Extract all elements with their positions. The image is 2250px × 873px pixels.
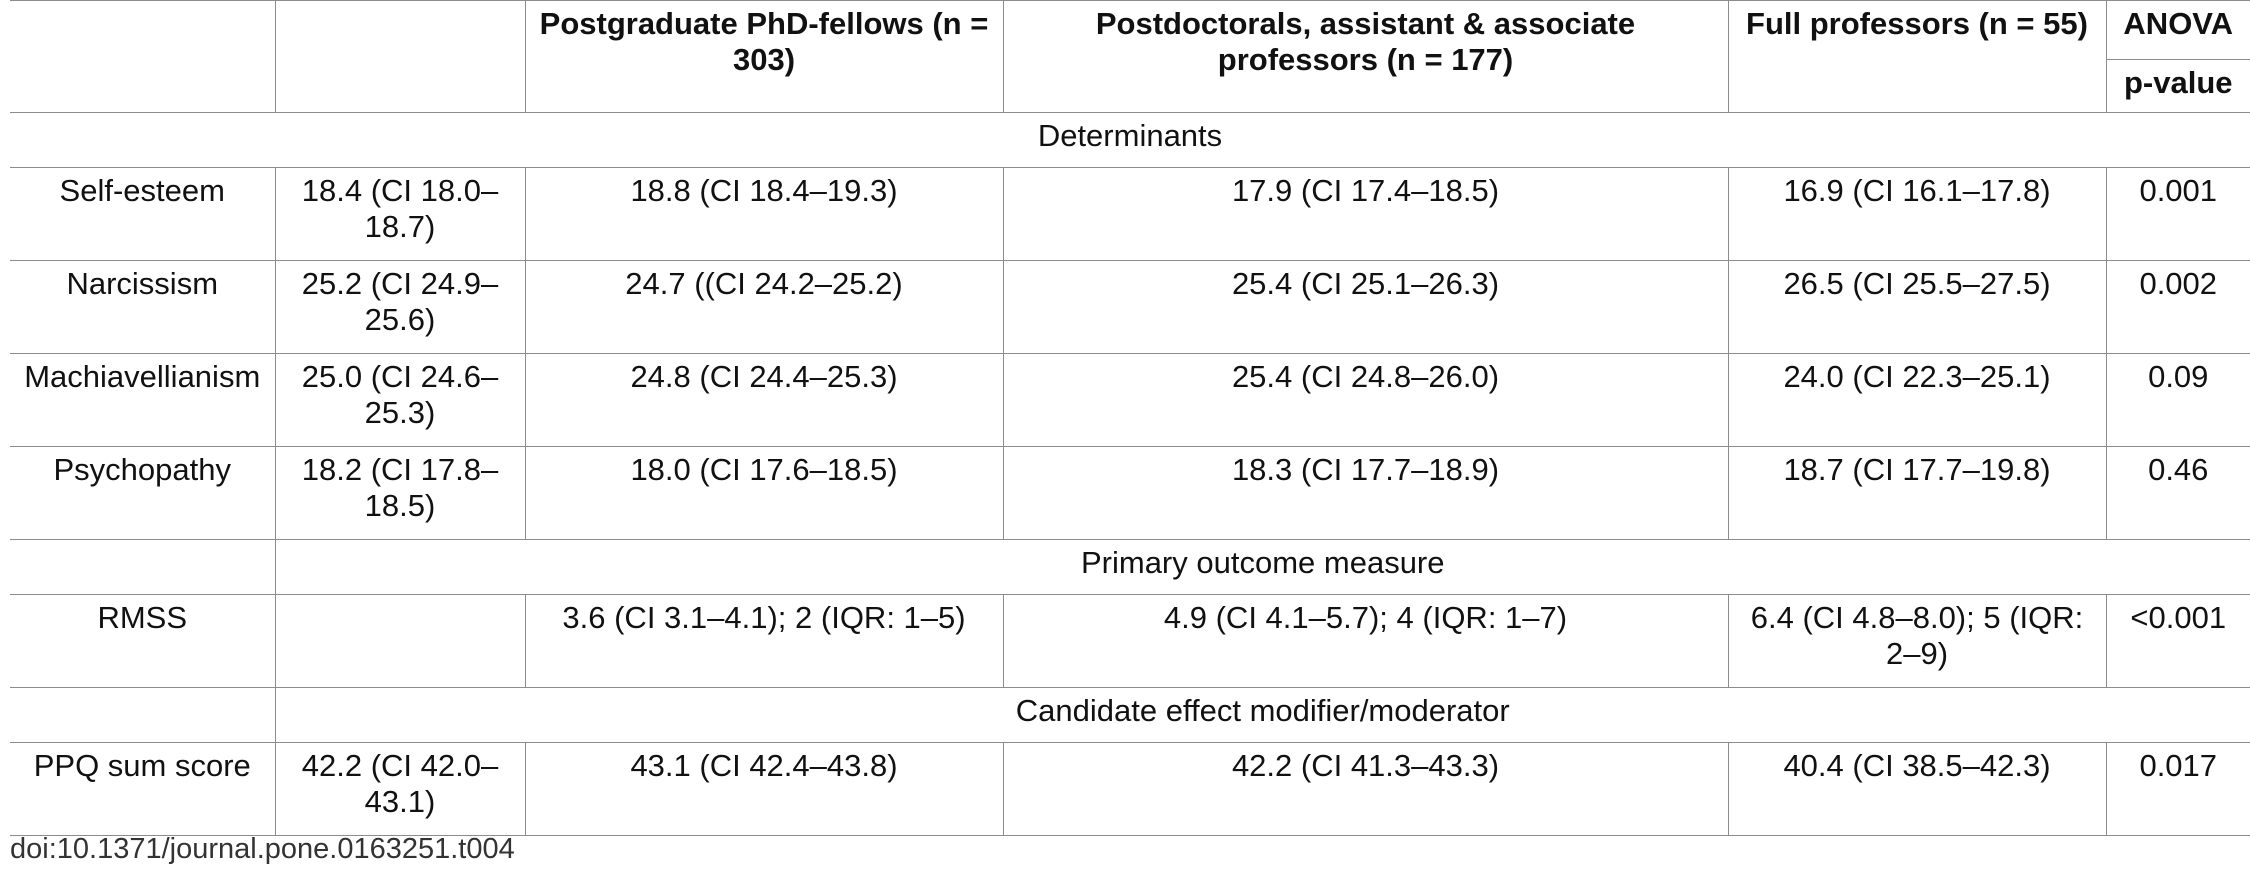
header-anova: ANOVA: [2106, 1, 2250, 60]
cell-pvalue: 0.09: [2106, 354, 2250, 447]
table-row: [10, 168, 2250, 261]
table-row: [10, 354, 2250, 447]
section-spacer: [10, 540, 275, 595]
header-postdoc: Postdoctorals, assistant & associate professors (n = 177): [1003, 1, 1728, 113]
table-row: [10, 261, 2250, 354]
cell-pvalue: <0.001: [2106, 595, 2250, 688]
header-empty-label: [10, 1, 275, 113]
cell-pvalue: 0.002: [2106, 261, 2250, 354]
row-label: Machiavellianism: [10, 354, 275, 447]
cell-postdoc: 18.3 (CI 17.7–18.9): [1003, 447, 1728, 540]
cell-fullprof: 6.4 (CI 4.8–8.0); 5 (IQR: 2–9): [1728, 595, 2106, 688]
cell-postdoc: 25.4 (CI 25.1–26.3): [1003, 261, 1728, 354]
cell-fullprof: 26.5 (CI 25.5–27.5): [1728, 261, 2106, 354]
row-label: Narcissism: [10, 261, 275, 354]
section-label-primary: Primary outcome measure: [275, 540, 2250, 595]
cell-postdoc: 42.2 (CI 41.3–43.3): [1003, 743, 1728, 836]
header-empty-overall: [275, 1, 525, 113]
cell-overall: 25.2 (CI 24.9–25.6): [275, 261, 525, 354]
row-label: PPQ sum score: [10, 743, 275, 836]
results-table: [10, 0, 2250, 836]
cell-postgrad: 18.0 (CI 17.6–18.5): [525, 447, 1003, 540]
cell-postdoc: 4.9 (CI 4.1–5.7); 4 (IQR: 1–7): [1003, 595, 1728, 688]
header-pvalue: p-value: [2106, 60, 2250, 113]
section-row-determinants: [10, 113, 2250, 168]
cell-postdoc: 25.4 (CI 24.8–26.0): [1003, 354, 1728, 447]
cell-postdoc: 17.9 (CI 17.4–18.5): [1003, 168, 1728, 261]
cell-fullprof: 24.0 (CI 22.3–25.1): [1728, 354, 2106, 447]
row-label: Psychopathy: [10, 447, 275, 540]
header-row: [10, 1, 2250, 60]
section-row-candidate: [10, 688, 2250, 743]
cell-postgrad: 43.1 (CI 42.4–43.8): [525, 743, 1003, 836]
cell-overall: 25.0 (CI 24.6–25.3): [275, 354, 525, 447]
row-label: Self-esteem: [10, 168, 275, 261]
cell-postgrad: 3.6 (CI 3.1–4.1); 2 (IQR: 1–5): [525, 595, 1003, 688]
cell-fullprof: 40.4 (CI 38.5–42.3): [1728, 743, 2106, 836]
table-row: [10, 595, 2250, 688]
row-label: RMSS: [10, 595, 275, 688]
cell-overall: 42.2 (CI 42.0–43.1): [275, 743, 525, 836]
cell-pvalue: 0.017: [2106, 743, 2250, 836]
header-postgrad: Postgraduate PhD-fellows (n = 303): [525, 1, 1003, 113]
cell-overall: [275, 595, 525, 688]
cell-pvalue: 0.46: [2106, 447, 2250, 540]
cell-postgrad: 18.8 (CI 18.4–19.3): [525, 168, 1003, 261]
table-row: [10, 447, 2250, 540]
doi-caption: doi:10.1371/journal.pone.0163251.t004: [10, 833, 515, 865]
section-spacer: [10, 688, 275, 743]
cell-fullprof: 16.9 (CI 16.1–17.8): [1728, 168, 2106, 261]
section-row-primary: [10, 540, 2250, 595]
section-label-candidate: Candidate effect modifier/moderator: [275, 688, 2250, 743]
cell-pvalue: 0.001: [2106, 168, 2250, 261]
cell-postgrad: 24.7 ((CI 24.2–25.2): [525, 261, 1003, 354]
section-label-determinants: Determinants: [10, 113, 2250, 168]
cell-overall: 18.4 (CI 18.0–18.7): [275, 168, 525, 261]
cell-fullprof: 18.7 (CI 17.7–19.8): [1728, 447, 2106, 540]
table-row: [10, 743, 2250, 836]
cell-postgrad: 24.8 (CI 24.4–25.3): [525, 354, 1003, 447]
header-fullprof: Full professors (n = 55): [1728, 1, 2106, 113]
cell-overall: 18.2 (CI 17.8–18.5): [275, 447, 525, 540]
